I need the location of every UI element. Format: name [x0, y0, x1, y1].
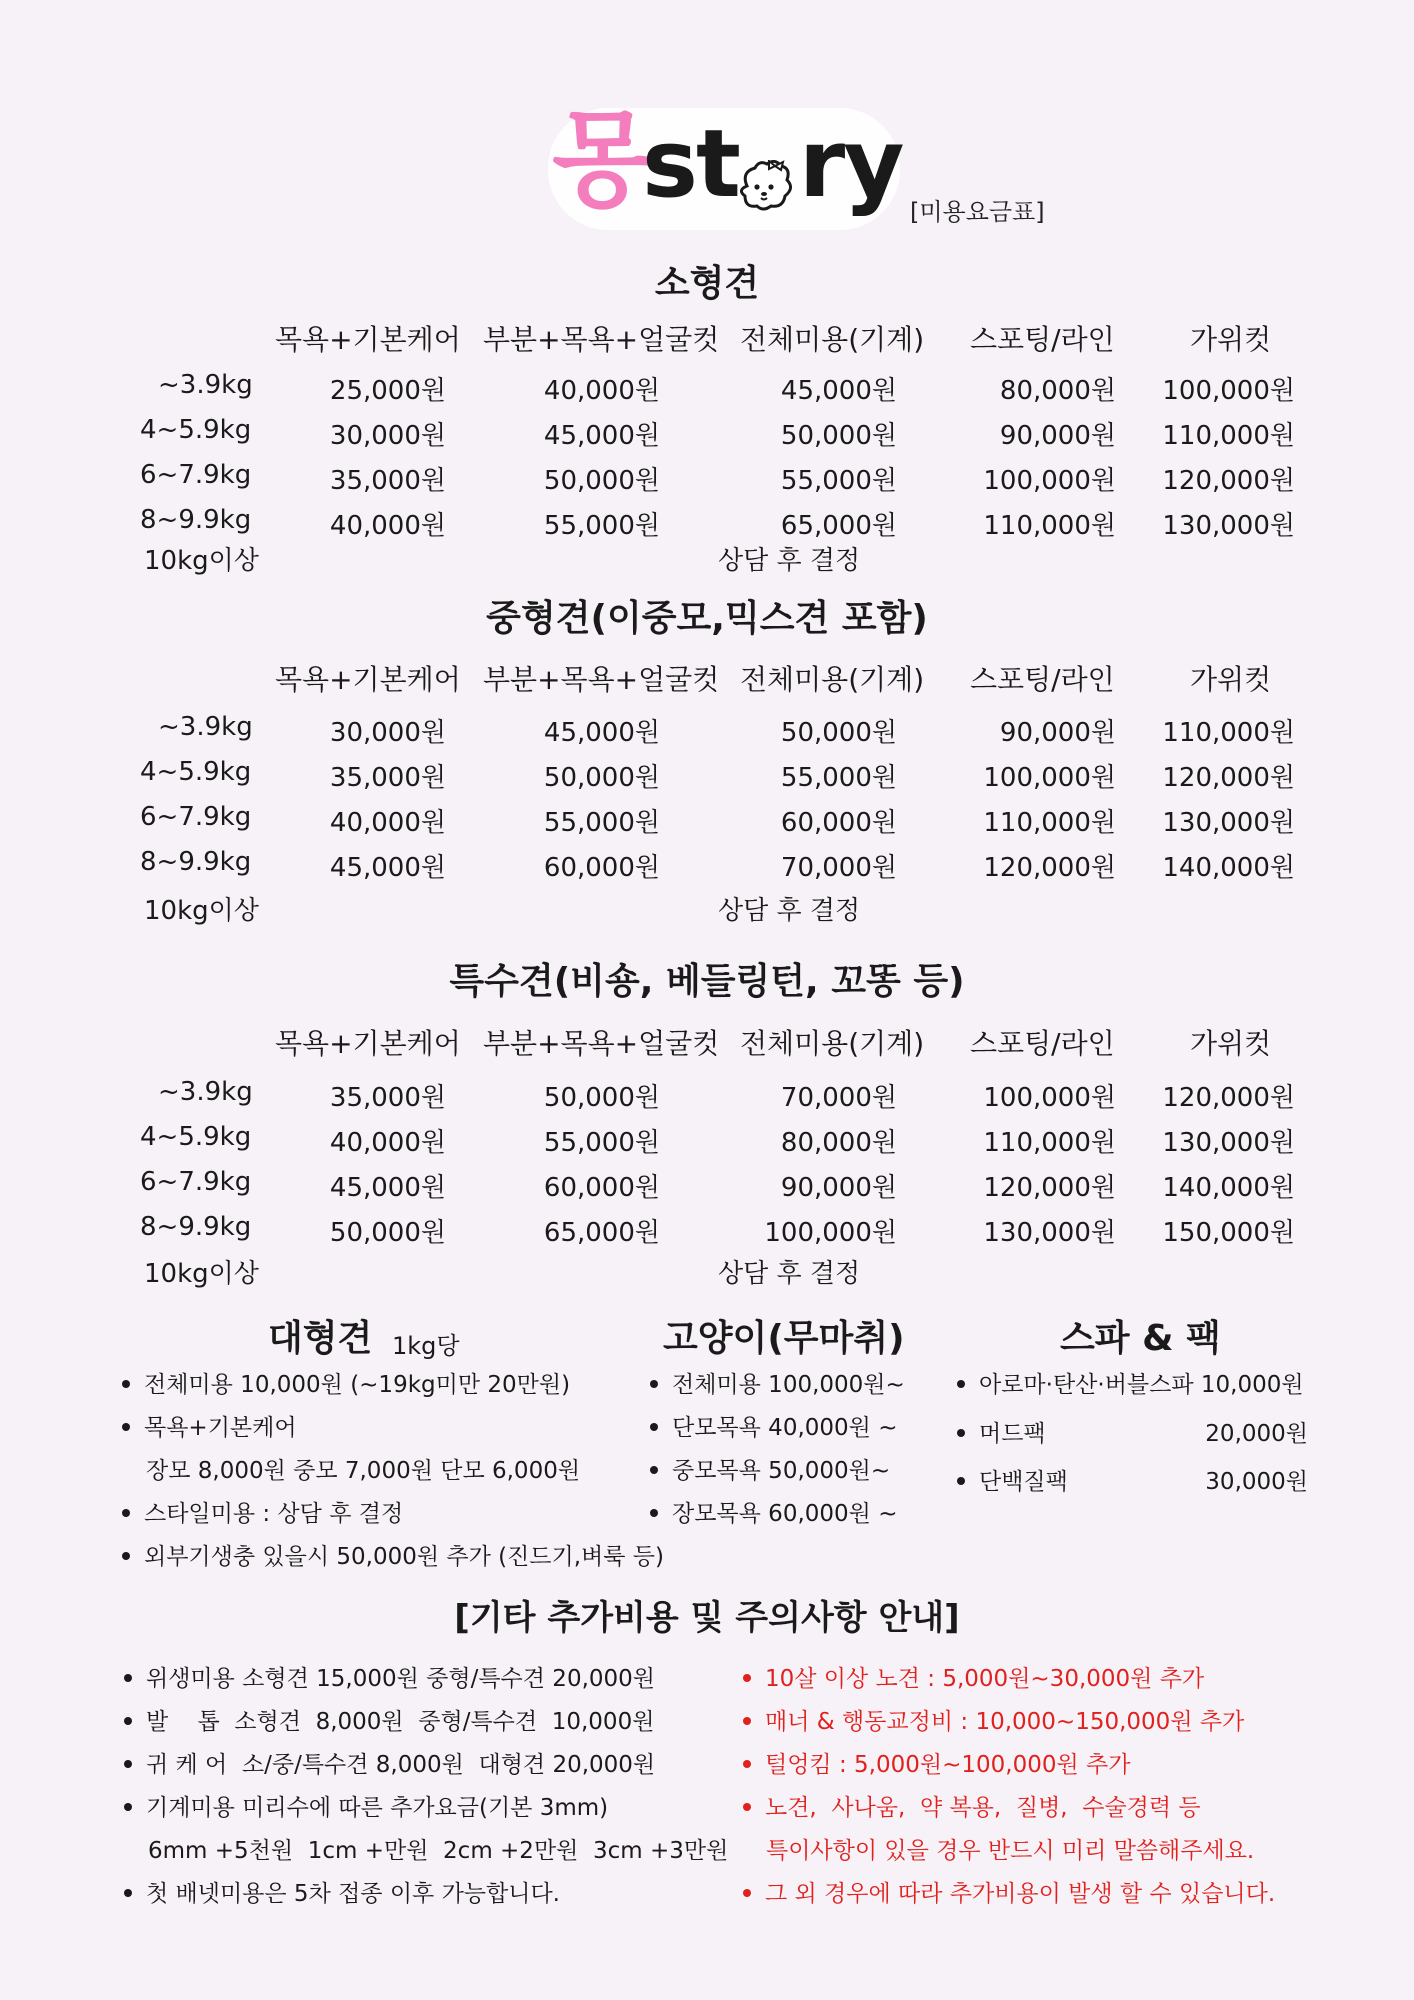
- special-col-header-0: 목욕+기본케어: [275, 1027, 461, 1060]
- cat-item-2: 중모목욕 50,000원~: [650, 1452, 890, 1485]
- special-price-r0-c4: 120,000원: [1162, 1083, 1295, 1113]
- medium-price-r2-c0: 40,000원: [329, 808, 446, 838]
- medium-price-r2-c4: 130,000원: [1162, 808, 1295, 838]
- small-section-title: 소형견: [654, 263, 760, 304]
- special-col-header-1: 부분+목욕+얼굴컷: [483, 1027, 720, 1060]
- special-weight-1: 4~5.9kg: [140, 1122, 252, 1152]
- special-price-r1-c2: 80,000원: [780, 1128, 897, 1158]
- cat-item-1: 단모목욕 40,000원 ~: [650, 1409, 897, 1442]
- medium-price-r0-c4: 110,000원: [1162, 718, 1295, 748]
- medium-price-r0-c0: 30,000원: [329, 718, 446, 748]
- special-col-header-2: 전체미용(기계): [740, 1027, 925, 1060]
- small-weight-3: 8~9.9kg: [140, 505, 252, 535]
- special-price-r2-c1: 60,000원: [543, 1173, 660, 1203]
- spa-section-title: 스파 & 팩: [1060, 1318, 1221, 1359]
- small-price-r3-c2: 65,000원: [780, 511, 897, 541]
- small-price-r3-c3: 110,000원: [983, 511, 1116, 541]
- special-price-r0-c2: 70,000원: [780, 1083, 897, 1113]
- special-price-r2-c2: 90,000원: [780, 1173, 897, 1203]
- special-price-r1-c0: 40,000원: [329, 1128, 446, 1158]
- small-price-r0-c0: 25,000원: [329, 376, 446, 406]
- small-price-r3-c1: 55,000원: [543, 511, 660, 541]
- small-weight-4: 10kg이상: [144, 546, 259, 576]
- medium-price-r0-c1: 45,000원: [543, 718, 660, 748]
- small-col-header-3: 스포팅/라인: [970, 323, 1115, 356]
- medium-price-r2-c3: 110,000원: [983, 808, 1116, 838]
- logo-tag: [미용요금표]: [910, 198, 1045, 226]
- special-col-header-3: 스포팅/라인: [970, 1027, 1115, 1060]
- extra-left-2: 귀 케 어 소/중/특수견 8,000원 대형견 20,000원: [124, 1746, 655, 1779]
- large-section-unit: 1kg당: [392, 1332, 460, 1360]
- medium-price-r2-c2: 60,000원: [780, 808, 897, 838]
- spa-item-2-price: 30,000원: [1205, 1469, 1308, 1495]
- cat-section-title: 고양이(무마취): [663, 1318, 905, 1359]
- medium-price-r3-c1: 60,000원: [543, 853, 660, 883]
- small-price-r2-c2: 55,000원: [780, 466, 897, 496]
- logo-story-end: ry: [798, 110, 903, 219]
- small-col-header-4: 가위컷: [1190, 323, 1272, 356]
- small-price-r2-c3: 100,000원: [983, 466, 1116, 496]
- medium-section-title: 중형견(이중모,믹스견 포함): [486, 598, 928, 639]
- small-price-r0-c3: 80,000원: [999, 376, 1116, 406]
- extra-right-3: 노견, 사나움, 약 복용, 질병, 수술경력 등: [743, 1789, 1201, 1822]
- small-price-r2-c1: 50,000원: [543, 466, 660, 496]
- special-price-r2-c4: 140,000원: [1162, 1173, 1295, 1203]
- dog-face-icon: [735, 160, 793, 212]
- special-price-r0-c1: 50,000원: [543, 1083, 660, 1113]
- extra-right-5: 그 외 경우에 따라 추가비용이 발생 할 수 있습니다.: [743, 1875, 1275, 1908]
- small-price-r1-c2: 50,000원: [780, 421, 897, 451]
- medium-price-r1-c0: 35,000원: [329, 763, 446, 793]
- small-col-header-1: 부분+목욕+얼굴컷: [483, 323, 720, 356]
- small-price-r1-c4: 110,000원: [1162, 421, 1295, 451]
- medium-price-r1-c4: 120,000원: [1162, 763, 1295, 793]
- medium-col-header-4: 가위컷: [1190, 663, 1272, 696]
- medium-col-header-1: 부분+목욕+얼굴컷: [483, 663, 720, 696]
- medium-price-r0-c2: 50,000원: [780, 718, 897, 748]
- extra-right-1: 매너 & 행동교정비 : 10,000~150,000원 추가: [743, 1703, 1244, 1736]
- medium-price-r1-c3: 100,000원: [983, 763, 1116, 793]
- medium-col-header-0: 목욕+기본케어: [275, 663, 461, 696]
- special-price-r1-c1: 55,000원: [543, 1128, 660, 1158]
- extra-left-1: 발 톱 소형견 8,000원 중형/특수견 10,000원: [124, 1703, 654, 1736]
- small-weight-2: 6~7.9kg: [140, 460, 252, 490]
- medium-weight-0: ~3.9kg: [158, 712, 253, 742]
- special-price-r1-c4: 130,000원: [1162, 1128, 1295, 1158]
- extra-right-2: 털엉킴 : 5,000원~100,000원 추가: [743, 1746, 1130, 1779]
- medium-weight-4: 10kg이상: [144, 896, 259, 926]
- medium-price-r3-c2: 70,000원: [780, 853, 897, 883]
- special-price-r1-c3: 110,000원: [983, 1128, 1116, 1158]
- medium-price-r3-c0: 45,000원: [329, 853, 446, 883]
- large-section-title: 대형견: [268, 1318, 373, 1359]
- small-price-r1-c0: 30,000원: [329, 421, 446, 451]
- special-price-r3-c1: 65,000원: [543, 1218, 660, 1248]
- large-item-0: 전체미용 10,000원 (~19kg미만 20만원): [122, 1366, 570, 1399]
- extra-left-0: 위생미용 소형견 15,000원 중형/특수견 20,000원: [124, 1660, 655, 1693]
- special-price-r2-c0: 45,000원: [329, 1173, 446, 1203]
- special-price-r2-c3: 120,000원: [983, 1173, 1116, 1203]
- medium-price-r2-c1: 55,000원: [543, 808, 660, 838]
- medium-price-r1-c1: 50,000원: [543, 763, 660, 793]
- small-price-r2-c4: 120,000원: [1162, 466, 1295, 496]
- small-consult-text: 상담 후 결정: [718, 546, 861, 576]
- special-weight-0: ~3.9kg: [158, 1077, 253, 1107]
- special-price-r0-c3: 100,000원: [983, 1083, 1116, 1113]
- spa-item-0: 아로마·탄산·버블스파 10,000원: [957, 1366, 1304, 1399]
- medium-weight-2: 6~7.9kg: [140, 802, 252, 832]
- medium-consult-text: 상담 후 결정: [718, 896, 861, 926]
- small-col-header-0: 목욕+기본케어: [275, 323, 461, 356]
- medium-price-r1-c2: 55,000원: [780, 763, 897, 793]
- extra-left-3: 기계미용 미리수에 따른 추가요금(기본 3mm): [124, 1789, 608, 1822]
- logo-mong: 몽: [552, 99, 653, 221]
- cat-item-3: 장모목욕 60,000원 ~: [650, 1495, 897, 1528]
- small-price-r0-c2: 45,000원: [780, 376, 897, 406]
- large-item-4: 외부기생충 있을시 50,000원 추가 (진드기,벼룩 등): [122, 1538, 664, 1571]
- special-weight-2: 6~7.9kg: [140, 1167, 252, 1197]
- small-price-r3-c0: 40,000원: [329, 511, 446, 541]
- special-consult-text: 상담 후 결정: [718, 1259, 861, 1289]
- small-price-r0-c4: 100,000원: [1162, 376, 1295, 406]
- large-item-1: 목욕+기본케어: [122, 1409, 297, 1442]
- medium-weight-1: 4~5.9kg: [140, 757, 252, 787]
- cat-item-0: 전체미용 100,000원~: [650, 1366, 905, 1399]
- medium-col-header-2: 전체미용(기계): [740, 663, 925, 696]
- small-price-r1-c3: 90,000원: [999, 421, 1116, 451]
- special-price-r0-c0: 35,000원: [329, 1083, 446, 1113]
- medium-col-header-3: 스포팅/라인: [970, 663, 1115, 696]
- small-col-header-2: 전체미용(기계): [740, 323, 925, 356]
- spa-item-1: 머드팩: [957, 1415, 1046, 1448]
- extra-left-4: 6mm +5천원 1cm +만원 2cm +2만원 3cm +3만원: [148, 1838, 729, 1864]
- small-weight-0: ~3.9kg: [158, 370, 253, 400]
- small-price-r1-c1: 45,000원: [543, 421, 660, 451]
- special-price-r3-c0: 50,000원: [329, 1218, 446, 1248]
- large-item-2: 장모 8,000원 중모 7,000원 단모 6,000원: [146, 1458, 581, 1484]
- special-price-r3-c2: 100,000원: [764, 1218, 897, 1248]
- medium-price-r3-c3: 120,000원: [983, 853, 1116, 883]
- extra-right-0: 10살 이상 노견 : 5,000원~30,000원 추가: [743, 1660, 1204, 1693]
- extra-right-4: 특이사항이 있을 경우 반드시 미리 말씀해주세요.: [766, 1838, 1255, 1864]
- small-price-r0-c1: 40,000원: [543, 376, 660, 406]
- large-item-3: 스타일미용 : 상담 후 결정: [122, 1495, 403, 1528]
- extra-section-title: [기타 추가비용 및 주의사항 안내]: [454, 1598, 960, 1638]
- special-section-title: 특수견(비숑, 베들링턴, 꼬똥 등): [449, 961, 965, 1002]
- medium-price-r0-c3: 90,000원: [999, 718, 1116, 748]
- special-weight-3: 8~9.9kg: [140, 1212, 252, 1242]
- medium-price-r3-c4: 140,000원: [1162, 853, 1295, 883]
- medium-weight-3: 8~9.9kg: [140, 847, 252, 877]
- spa-item-2: 단백질팩: [957, 1463, 1068, 1496]
- extra-left-5: 첫 배넷미용은 5차 접종 이후 가능합니다.: [124, 1875, 560, 1908]
- small-price-r2-c0: 35,000원: [329, 466, 446, 496]
- special-price-r3-c3: 130,000원: [983, 1218, 1116, 1248]
- special-price-r3-c4: 150,000원: [1162, 1218, 1295, 1248]
- spa-item-1-price: 20,000원: [1205, 1421, 1308, 1447]
- small-weight-1: 4~5.9kg: [140, 415, 252, 445]
- small-price-r3-c4: 130,000원: [1162, 511, 1295, 541]
- special-col-header-4: 가위컷: [1190, 1027, 1272, 1060]
- logo-story-start: st: [642, 110, 739, 219]
- special-weight-4: 10kg이상: [144, 1259, 259, 1289]
